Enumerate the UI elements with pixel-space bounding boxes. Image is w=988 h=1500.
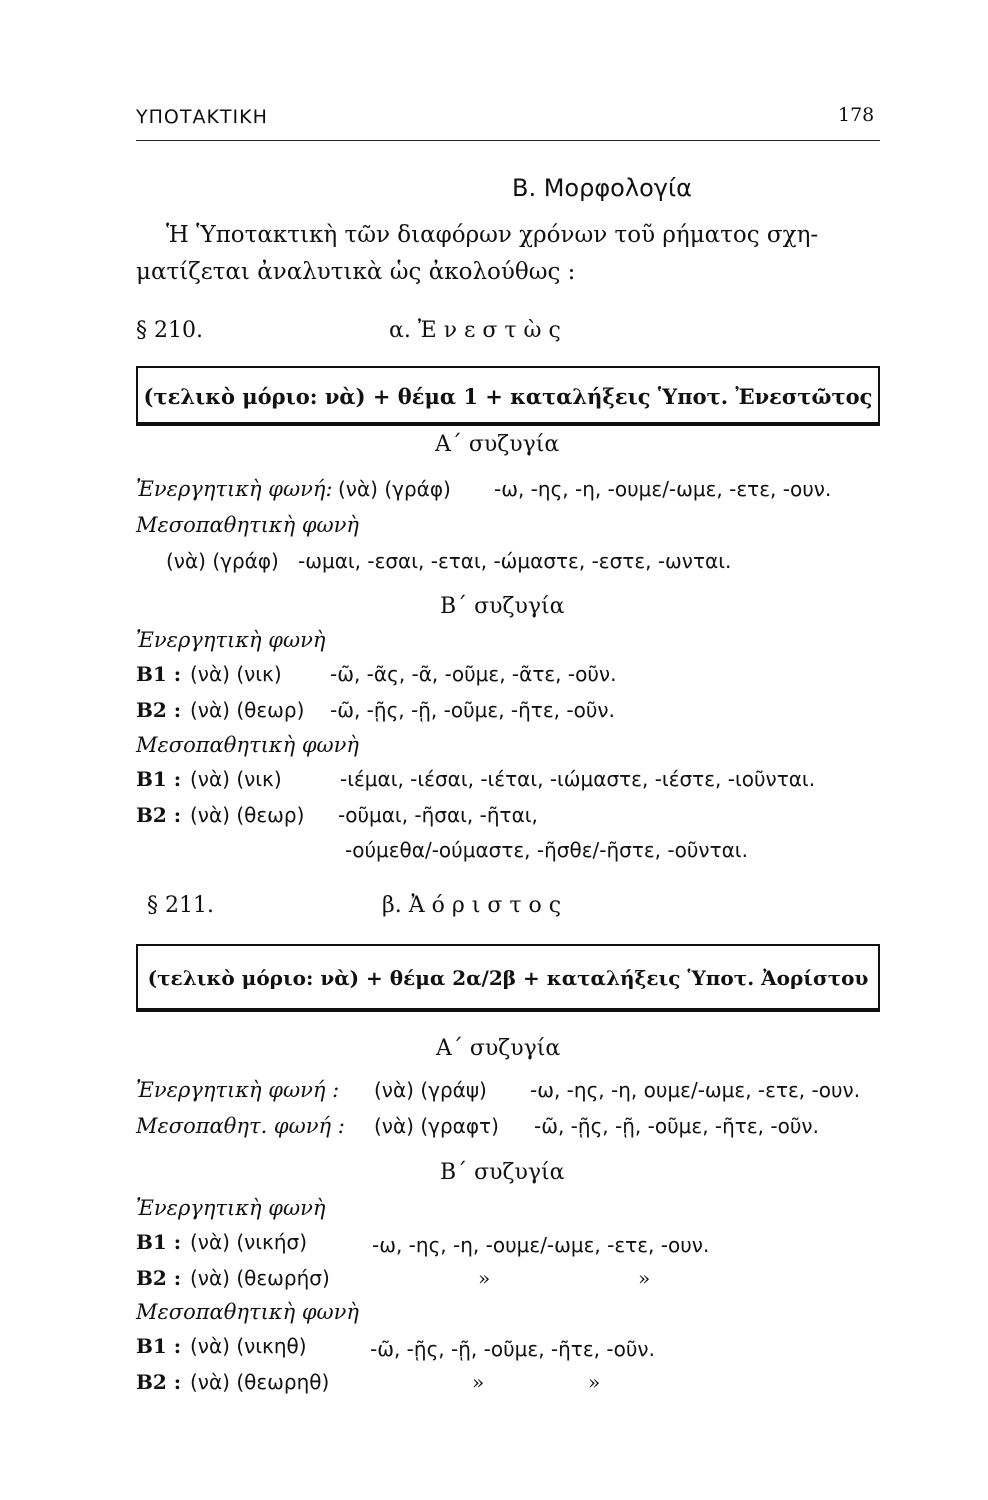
s210-b2-mp-stem: (νὰ) (θεωρ) bbox=[190, 803, 305, 827]
s211-b2-label: Β2 : bbox=[136, 1266, 182, 1290]
s210-conj-a-heading: Α΄ συζυγία bbox=[435, 432, 560, 457]
s210-conj-b-heading: Β΄ συζυγία bbox=[440, 594, 565, 619]
s210-active-label: Ἐνεργητικὴ φωνή: bbox=[136, 477, 333, 501]
section-title: Β. Μορφολογία bbox=[512, 174, 692, 202]
page-number: 178 bbox=[838, 104, 875, 126]
s210-b2-mp-endings-2: -ούμεθα/-ούμαστε, -ῆσθε/-ῆστε, -οῦνται. bbox=[345, 838, 748, 862]
s211-b2-mp-label: Β2 : bbox=[136, 1370, 182, 1394]
section-210-number: § 210. bbox=[136, 318, 203, 343]
s210-b1-mp-endings: -ιέμαι, -ιέσαι, -ιέται, -ιώμαστε, -ιέστε, -ιοῦνται. bbox=[340, 767, 816, 791]
s210-b1-mp-label: Β1 : bbox=[136, 767, 182, 791]
s210-b2-label: Β2 : bbox=[136, 698, 182, 722]
s211-b2-active-ditto-1: » bbox=[478, 1266, 491, 1290]
s210-b2-mp-endings-1: -οῦμαι, -ῆσαι, -ῆται, bbox=[338, 803, 538, 827]
s211-b1-mp-label: Β1 : bbox=[136, 1334, 182, 1358]
header-rule bbox=[136, 140, 880, 141]
s210-active-stem: (νὰ) (γράφ) bbox=[338, 477, 451, 501]
s211-b1-label: Β1 : bbox=[136, 1230, 182, 1254]
s211-active-stem: (νὰ) (γράψ) bbox=[374, 1078, 487, 1102]
s211-b1-mp-endings: -ῶ, -ῇς, -ῇ, -οῦμε, -ῆτε, -οῦν. bbox=[370, 1337, 655, 1361]
s210-active-endings: -ω, -ης, -η, -ουμε/-ωμε, -ετε, -ουν. bbox=[494, 477, 832, 501]
running-title: ΥΠΟΤΑΚΤΙΚΗ bbox=[136, 106, 268, 128]
s210-b1-label: Β1 : bbox=[136, 662, 182, 686]
s210-b1-mp-stem: (νὰ) (νικ) bbox=[190, 767, 282, 791]
s211-b2-mp-stem: (νὰ) (θεωρηθ) bbox=[190, 1370, 330, 1394]
s211-conj-b-heading: Β΄ συζυγία bbox=[440, 1160, 565, 1185]
s211-mp-stem: (νὰ) (γραφτ) bbox=[374, 1114, 499, 1138]
s210-b-mp-label: Μεσοπαθητικὴ φωνὴ bbox=[136, 733, 360, 757]
section-211-number: § 211. bbox=[147, 893, 214, 918]
s210-b2-active-endings: -ῶ, -ῇς, -ῇ, -οῦμε, -ῆτε, -οῦν. bbox=[330, 698, 615, 722]
s211-b1-mp-stem: (νὰ) (νικηθ) bbox=[190, 1334, 307, 1358]
s210-b1-active-endings: -ῶ, -ᾶς, -ᾶ, -οῦμε, -ᾶτε, -οῦν. bbox=[330, 662, 617, 686]
s211-conj-a-heading: Α΄ συζυγία bbox=[436, 1036, 561, 1061]
s211-mp-endings: -ῶ, -ῇς, -ῇ, -οῦμε, -ῆτε, -οῦν. bbox=[534, 1114, 819, 1138]
s211-b2-mp-ditto-2: » bbox=[588, 1370, 601, 1394]
s210-b2-active-stem: (νὰ) (θεωρ) bbox=[190, 698, 305, 722]
s211-active-label: Ἐνεργητικὴ φωνή : bbox=[136, 1078, 340, 1102]
s210-mp-endings: -ωμαι, -εσαι, -εται, -ώμαστε, -εστε, -ωνται. bbox=[298, 549, 732, 573]
s210-mp-stem: (νὰ) (γράφ) bbox=[166, 549, 279, 573]
intro-line-1: Ἡ Ὑποτακτικὴ τῶν διαφόρων χρόνων τοῦ ρήματος σχη- bbox=[166, 222, 819, 248]
s210-b2-mp-label: Β2 : bbox=[136, 803, 182, 827]
s211-b2-active-ditto-2: » bbox=[638, 1266, 651, 1290]
section-210-formula: (τελικὸ μόριο: νὰ) + θέμα 1 + καταλήξεις Ὑποτ. Ἐνεστῶτος bbox=[143, 383, 873, 409]
s211-mp-label: Μεσοπαθητ. φωνή : bbox=[136, 1114, 345, 1138]
section-211-formula-box bbox=[136, 944, 880, 1012]
section-211-formula: (τελικὸ μόριο: νὰ) + θέμα 2α/2β + καταλήξεις Ὑποτ. Ἀορίστου bbox=[147, 966, 869, 990]
s211-b1-active-stem: (νὰ) (νικήσ) bbox=[190, 1230, 308, 1254]
s211-b2-active-stem: (νὰ) (θεωρήσ) bbox=[190, 1266, 330, 1290]
s211-active-endings: -ω, -ης, -η, ουμε/-ωμε, -ετε, -ουν. bbox=[530, 1078, 861, 1102]
s211-b-mp-label: Μεσοπαθητικὴ φωνὴ bbox=[136, 1300, 360, 1324]
s210-b1-active-stem: (νὰ) (νικ) bbox=[190, 662, 282, 686]
s211-b1-active-endings: -ω, -ης, -η, -ουμε/-ωμε, -ετε, -ουν. bbox=[372, 1233, 710, 1257]
section-210-formula-box bbox=[136, 366, 880, 426]
s210-mp-label: Μεσοπαθητικὴ φωνὴ bbox=[136, 513, 360, 537]
s210-b-active-label: Ἐνεργητικὴ φωνὴ bbox=[136, 628, 326, 652]
s211-b2-mp-ditto-1: » bbox=[472, 1370, 485, 1394]
s211-b-active-label: Ἐνεργητικὴ φωνὴ bbox=[136, 1196, 326, 1220]
section-211-heading: β. Ἀ ό ρ ι σ τ ο ς bbox=[382, 893, 562, 918]
intro-line-2: ματίζεται ἀναλυτικὰ ὡς ἀκολούθως : bbox=[136, 259, 576, 285]
section-210-heading: α. Ἐ ν ε σ τ ὼ ς bbox=[389, 318, 561, 343]
